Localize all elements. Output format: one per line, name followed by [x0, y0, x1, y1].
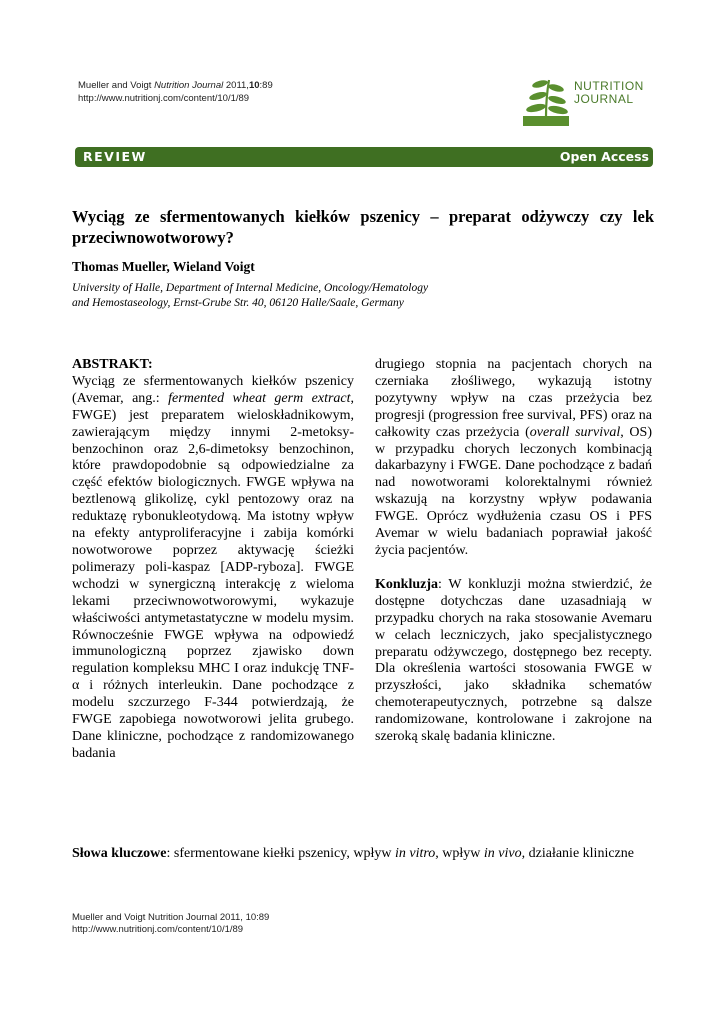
logo-text [574, 80, 644, 106]
abstract-heading: ABSTRAKT: [72, 357, 153, 372]
affiliation-line1: University of Halle, Department of Internal Medicine, Oncology/Hematology [72, 282, 429, 294]
author-affiliation [72, 281, 428, 311]
article-type-banner [75, 147, 653, 167]
banner-open-access-label: Open Access [559, 149, 649, 164]
keywords-italic-a: in vitro [394, 846, 436, 861]
logo-line1: NUTRITION [574, 79, 644, 93]
abstract-paragraph-1 [72, 374, 354, 763]
abstract-p2-text-a: drugiego stopnia na pacjentach chorych na czerniaka złośliwego, wykazują istotny pozytywny wpływ na czas przeżycia bez progresji (progression free survival, PFS) oraz na całkowity czas przeżycia ( [375, 357, 652, 440]
abstract-p1-italic: fermented wheat germ extract [168, 390, 351, 406]
abstract-p1-text-b: , FWGE) jest preparatem wieloskładnikowym, zawierającym między innymi 2-metoksy-benzochinon oraz 2,6-dimetoksy benzochinon, które prawdopodobnie są odpowiedzialne za część efektów biologicznych. FWGE wpływa na beztlenową glikolizę, cykl pentozowy oraz na reduktazę rybonukleotydową. Ma istotny wpływ na efekty antyproliferacyjne i zabija komórki nowotworowe poprzez aktywację ścieżki polimerazy poli-kaspaz [ADP-ryboza]. FWGE wchodzi w synergiczną interakcję z wieloma lekami przeciwnowotworowymi, wykazuje właściwości antymetastatyczne w modelu mysim. Równocześnie FWGE wpływa na odpowiedź immunologiczną poprzez zjawisko down regulation kompleksu MHC I oraz indukcję TNF-α i różnych interleukin. Dane pochodzące z modelu szczurzego F-344 potwierdzają, że FWGE zapobiega nowotworowi jelita grubego. Dane kliniczne, pochodzące z randomizowanego badania [72, 390, 355, 761]
nutrition-journal-logo [522, 74, 657, 130]
abstract-right-column [375, 357, 652, 746]
abstract-left-column [72, 357, 354, 763]
citation-year: 2011, [225, 80, 249, 91]
citation-journal: Nutrition Journal [154, 80, 224, 91]
keywords-section [72, 845, 652, 863]
keywords-italic-b: in vivo [483, 846, 522, 861]
plant-icon [522, 74, 572, 130]
banner-review-label: REVIEW [83, 149, 147, 164]
keywords-text-a: : sfermentowane kiełki pszenicy, wpływ [166, 846, 392, 861]
abstract-p2-italic: overall survival [529, 424, 621, 440]
footer-url[interactable]: http://www.nutritionj.com/content/10/1/89 [72, 923, 244, 935]
footer-citation-text: Mueller and Voigt Nutrition Journal 2011, 10:89 [72, 912, 270, 923]
conclusion-text: : W konkluzji można stwierdzić, że dostępne dotychczas dane uzasadniają w przypadku chorych na raka stosowanie Avemaru w celach leczniczych, jako specjalistycznego preparatu odżywczego, dostępnego bez recepty. Dla określenia wartości stosowania FWGE w przyszłości, jako składnika schematów chemoterapeutycznych, potrzebne są dalsze randomizowane, kontrolowane i zakrojone na szeroką skalę badania kliniczne. [375, 576, 652, 745]
footer-citation [72, 912, 269, 935]
keywords-text-c: , działanie kliniczne [521, 846, 634, 861]
citation-article: :89 [259, 80, 273, 91]
article-authors: Thomas Mueller, Wieland Voigt [72, 259, 255, 274]
abstract-p1-text-a: Wyciąg ze sfermentowanych kiełków pszenicy (Avemar, ang.: [72, 373, 354, 406]
article-title: Wyciąg ze sfermentowanych kiełków pszenicy – preparat odżywczy czy lek przeciwnowotworowy? [72, 207, 654, 247]
conclusion-label: Konkluzja [375, 576, 439, 592]
header-citation [78, 80, 273, 105]
abstract-p2-text-b: , OS) w przypadku chorych leczonych kombinacją dakarbazyny i FWGE. Dane pochodzące z badań nad nowotworami kolorektalnymi również wskazują na korzystny wpływ podawania FWGE. Oprócz wydłużenia czasu OS i PFS Avemar w wielu badaniach poprawiał jakość życia pacjentów. [375, 424, 652, 558]
keywords-label: Słowa kluczowe [72, 846, 167, 861]
citation-volume: 10 [248, 80, 260, 91]
abstract-paragraph-2 [375, 357, 652, 560]
citation-authors: Mueller and Voigt [78, 80, 152, 91]
keywords-text-b: , wpływ [435, 846, 481, 861]
affiliation-line2: and Hemostaseology, Ernst-Grube Str. 40, 06120 Halle/Saale, Germany [72, 297, 404, 309]
abstract-conclusion [375, 577, 652, 746]
logo-line2: JOURNAL [574, 92, 634, 106]
header-url[interactable]: http://www.nutritionj.com/content/10/1/89 [78, 92, 250, 104]
